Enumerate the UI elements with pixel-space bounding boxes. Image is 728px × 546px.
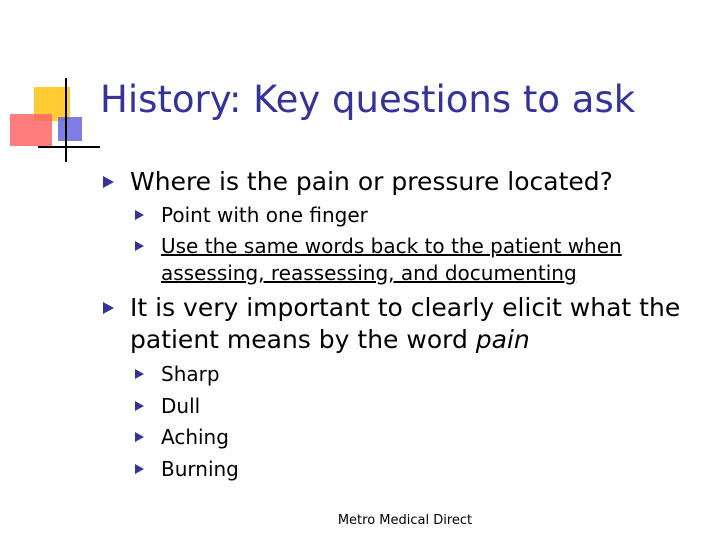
bullet-arrow-icon — [135, 210, 144, 220]
bullet-text-italic: pain — [475, 325, 530, 354]
sub-bullet-text: Aching — [161, 425, 229, 449]
bullet-arrow-icon — [135, 401, 144, 411]
sub-bullet-text: Dull — [161, 394, 201, 418]
bullet-arrow-icon — [135, 241, 144, 251]
sub-bullet-text: Burning — [161, 457, 239, 481]
bullet-arrow-icon — [103, 176, 114, 188]
bullet-arrow-icon — [135, 464, 144, 474]
slide-title: History: Key questions to ask — [100, 78, 636, 121]
bullet-text-main: It is very important to clearly elicit what the patient means by the word — [130, 293, 681, 354]
slide-footer: Metro Medical Direct — [337, 513, 473, 528]
bullet-arrow-icon — [135, 432, 144, 442]
bullet-text: Where is the pain or pressure located? — [130, 167, 613, 196]
sub-bullet-text-underlined: Use the same words back to the patient when assessing, reassessing, and documenting — [161, 234, 622, 285]
sub-bullet-text: Point with one finger — [161, 203, 368, 227]
bullet-arrow-icon — [103, 302, 114, 314]
bullet-arrow-icon — [135, 369, 144, 379]
sub-bullet-text: Sharp — [161, 362, 220, 386]
bullet-text — [130, 292, 710, 356]
